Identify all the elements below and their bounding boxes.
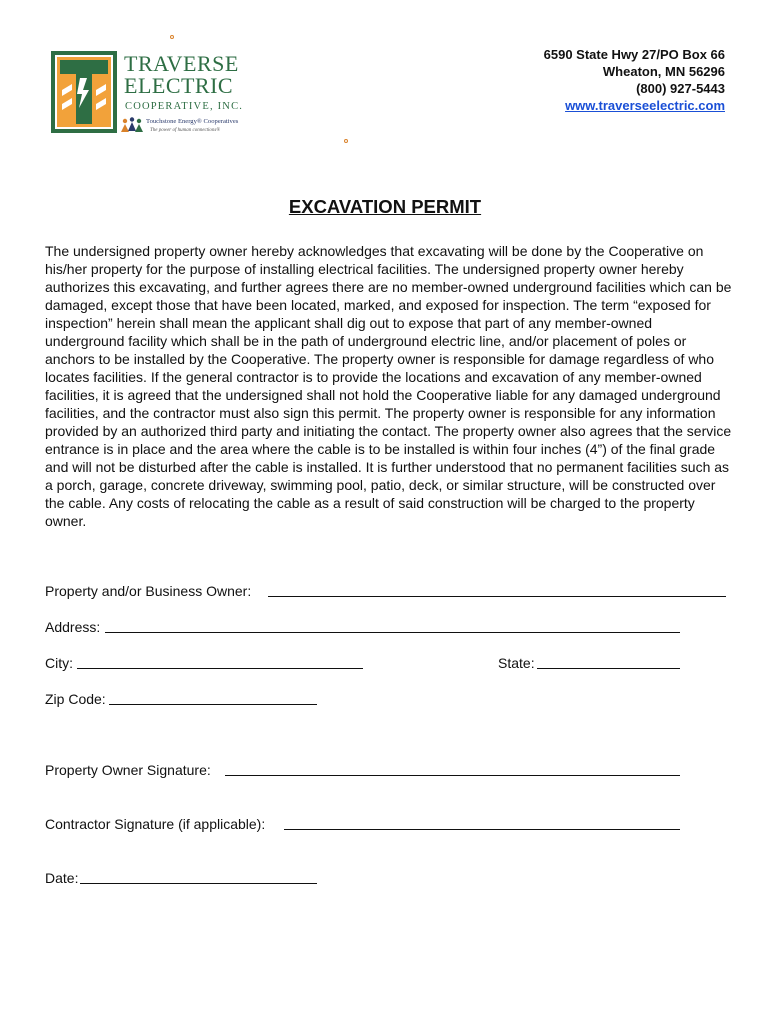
permit-terms-paragraph: The undersigned property owner hereby acknowledges that excavating will be done by the Cooperative on his/her property for the purpose of installing electrical facilities. The undersigned property owner hereby authorizes this excavating, and further agrees there are no member-owned underground facilities which can be damaged, except those that have been located, marked, and exposed for inspection. The term “exposed for inspection” herein shall mean the applicant shall dig out to expose that part of any member-owned underground facility which shall be in the path of underground electric line, and/or placement of poles or anchors to be installed by the Cooperative. The property owner is responsible for damage regardless of who locates facilities. If the general contractor is to provide the locations and excavation of any member-owned facilities, it is agreed that the undersigned shall not hold the Cooperative liable for any damaged underground facilities, and the contractor must also sign this permit. The property owner is responsible for any information provided by an authorized third party and initiating the contact. The property owner also agrees that the service entrance is in place and the area where the cable is to be installed is within four inches (4”) of the final grade and will not be disturbed after the cable is installed. It is further understood that no permanent facilities such as a porch, garage, concrete driveway, swimming pool, patio, deck, or similar structure, will be constructed over the cable. Any costs of relocating the cable as a result of said construction will be charged to the property owner.	[45, 243, 732, 529]
owner-field[interactable]	[268, 596, 726, 597]
cooperative-t-icon	[50, 50, 118, 134]
city-address: Wheaton, MN 56296	[602, 64, 725, 79]
touchstone-people-icon	[120, 116, 144, 136]
logo-line-2: ELECTRIC	[124, 73, 234, 98]
owner-signature-label: Property Owner Signature:	[45, 762, 211, 778]
touchstone-tagline: The power of human connections®	[150, 128, 221, 133]
address-field[interactable]	[105, 632, 680, 633]
address-label: Address:	[45, 619, 101, 635]
state-label: State:	[498, 655, 535, 671]
state-field[interactable]	[537, 668, 680, 669]
decorative-dot	[344, 139, 348, 143]
contractor-signature-label: Contractor Signature (if applicable):	[45, 816, 266, 832]
zip-label: Zip Code:	[45, 691, 106, 707]
logo-line-1: TRAVERSE	[124, 51, 239, 76]
traverse-electric-logo	[50, 50, 245, 140]
owner-signature-field[interactable]	[225, 775, 680, 776]
city-label: City:	[45, 655, 73, 671]
decorative-dot	[170, 35, 174, 39]
logo-wordmark	[124, 53, 239, 97]
owner-label: Property and/or Business Owner:	[45, 583, 252, 599]
website-link[interactable]: www.traverseelectric.com	[565, 98, 725, 113]
phone-number: (800) 927-5443	[636, 81, 725, 96]
city-field[interactable]	[77, 668, 363, 669]
contractor-signature-field[interactable]	[284, 829, 680, 830]
street-address: 6590 State Hwy 27/PO Box 66	[543, 47, 725, 62]
touchstone-badge	[120, 116, 250, 138]
date-label: Date:	[45, 870, 79, 886]
logo-subtitle: COOPERATIVE, INC.	[125, 101, 244, 112]
date-field[interactable]	[80, 883, 317, 884]
page-title: EXCAVATION PERMIT	[288, 196, 482, 217]
touchstone-name: Touchstone Energy® Cooperatives	[146, 118, 239, 125]
contact-block	[544, 46, 725, 114]
zip-field[interactable]	[109, 704, 317, 705]
